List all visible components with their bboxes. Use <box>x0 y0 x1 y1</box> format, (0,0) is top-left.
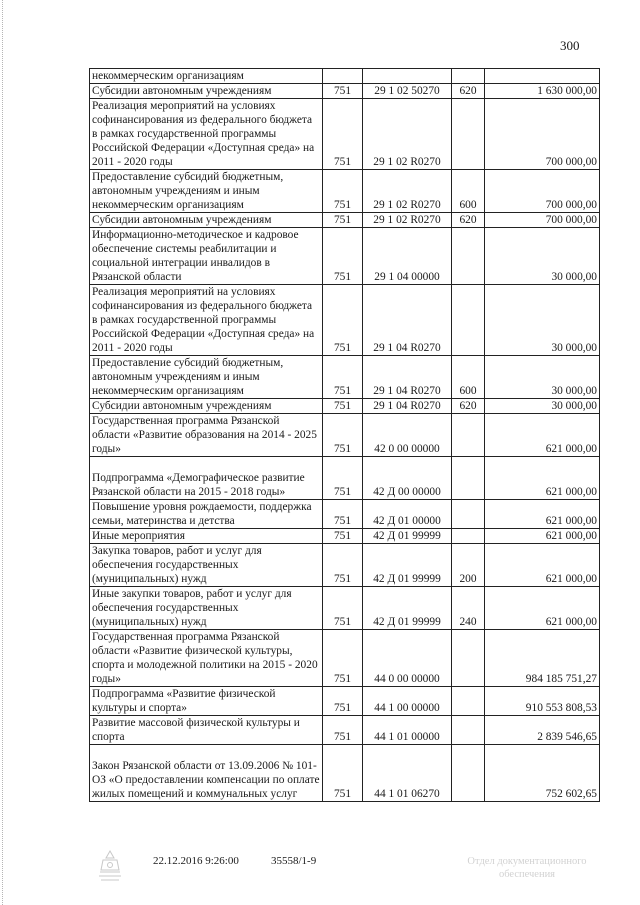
table-row <box>90 500 600 529</box>
row-expense-type-cell <box>452 228 485 285</box>
row-amount-cell: 700 000,00 <box>485 99 600 170</box>
row-target-article-cell: 44 1 01 00000 <box>363 716 452 745</box>
row-target-article-cell: 29 1 02 R0270 <box>363 170 452 213</box>
row-department-code-cell: 751 <box>323 745 363 802</box>
budget-table-body <box>90 69 600 802</box>
row-expense-type-cell <box>452 687 485 716</box>
table-row <box>90 356 600 399</box>
row-department-code-cell: 751 <box>323 687 363 716</box>
row-target-article-cell: 42 Д 01 99999 <box>363 587 452 630</box>
row-department-code-cell: 751 <box>323 170 363 213</box>
table-row <box>90 630 600 687</box>
table-row <box>90 457 600 500</box>
row-expense-type-cell <box>452 457 485 500</box>
emblem-icon <box>94 848 126 888</box>
row-amount-cell <box>485 69 600 84</box>
row-name-cell: Закон Рязанской области от 13.09.2006 № 101-ОЗ «О предоставлении компенсации по оплате жилых помещений и коммунальных услуг <box>90 745 323 802</box>
row-name-cell: Предоставление субсидий бюджетным, автономным учреждениям и иным некоммерческим организациям <box>90 170 323 213</box>
table-row <box>90 716 600 745</box>
row-target-article-cell: 44 1 00 00000 <box>363 687 452 716</box>
row-name-cell: некоммерческим организациям <box>90 69 323 84</box>
row-expense-type-cell <box>452 500 485 529</box>
row-name-cell: Закупка товаров, работ и услуг для обеспечения государственных (муниципальных) нужд <box>90 544 323 587</box>
left-margin-rule <box>2 0 3 905</box>
row-amount-cell: 910 553 808,53 <box>485 687 600 716</box>
row-department-code-cell: 751 <box>323 399 363 414</box>
row-target-article-cell: 29 1 04 R0270 <box>363 356 452 399</box>
row-department-code-cell: 751 <box>323 285 363 356</box>
row-expense-type-cell <box>452 529 485 544</box>
row-department-code-cell: 751 <box>323 716 363 745</box>
table-row <box>90 529 600 544</box>
row-name-cell: Подпрограмма «Развитие физической культуры и спорта» <box>90 687 323 716</box>
row-department-code-cell <box>323 69 363 84</box>
row-amount-cell: 30 000,00 <box>485 285 600 356</box>
row-department-code-cell: 751 <box>323 500 363 529</box>
table-row <box>90 228 600 285</box>
row-expense-type-cell: 620 <box>452 213 485 228</box>
row-expense-type-cell <box>452 69 485 84</box>
row-target-article-cell: 29 1 02 50270 <box>363 84 452 99</box>
row-department-code-cell: 751 <box>323 587 363 630</box>
row-target-article-cell: 44 0 00 00000 <box>363 630 452 687</box>
row-amount-cell: 984 185 751,27 <box>485 630 600 687</box>
row-name-cell: Субсидии автономным учреждениям <box>90 84 323 99</box>
row-amount-cell: 1 630 000,00 <box>485 84 600 99</box>
row-expense-type-cell <box>452 99 485 170</box>
row-amount-cell: 621 000,00 <box>485 529 600 544</box>
footer-date: 22.12.2016 9:26:00 <box>153 855 239 867</box>
row-target-article-cell: 42 0 00 00000 <box>363 414 452 457</box>
row-department-code-cell: 751 <box>323 228 363 285</box>
table-row <box>90 99 600 170</box>
row-expense-type-cell: 600 <box>452 356 485 399</box>
row-target-article-cell: 29 1 02 R0270 <box>363 99 452 170</box>
row-expense-type-cell <box>452 630 485 687</box>
row-target-article-cell: 42 Д 01 99999 <box>363 529 452 544</box>
page-number: 300 <box>560 38 580 53</box>
row-department-code-cell: 751 <box>323 213 363 228</box>
table-row <box>90 399 600 414</box>
table-row <box>90 687 600 716</box>
row-target-article-cell: 44 1 01 06270 <box>363 745 452 802</box>
row-department-code-cell: 751 <box>323 544 363 587</box>
row-amount-cell: 700 000,00 <box>485 213 600 228</box>
row-expense-type-cell <box>452 414 485 457</box>
row-target-article-cell: 29 1 04 00000 <box>363 228 452 285</box>
table-row <box>90 414 600 457</box>
row-amount-cell: 2 839 546,65 <box>485 716 600 745</box>
row-name-cell: Государственная программа Рязанской области «Развитие образования на 2014 - 2025 годы» <box>90 414 323 457</box>
row-name-cell: Субсидии автономным учреждениям <box>90 399 323 414</box>
row-name-cell: Повышение уровня рождаемости, поддержка семьи, материнства и детства <box>90 500 323 529</box>
row-expense-type-cell: 620 <box>452 84 485 99</box>
row-target-article-cell: 29 1 04 R0270 <box>363 399 452 414</box>
row-name-cell: Государственная программа Рязанской области «Развитие физической культуры, спорта и молодежной политики на 2015 - 2020 годы» <box>90 630 323 687</box>
row-department-code-cell: 751 <box>323 630 363 687</box>
row-target-article-cell: 42 Д 00 00000 <box>363 457 452 500</box>
row-amount-cell: 621 000,00 <box>485 414 600 457</box>
row-expense-type-cell: 240 <box>452 587 485 630</box>
row-department-code-cell: 751 <box>323 414 363 457</box>
footer-document-number: 35558/1-9 <box>271 855 317 867</box>
row-amount-cell: 621 000,00 <box>485 544 600 587</box>
row-amount-cell: 621 000,00 <box>485 457 600 500</box>
row-name-cell: Субсидии автономным учреждениям <box>90 213 323 228</box>
row-amount-cell: 30 000,00 <box>485 356 600 399</box>
stamp-line-1: Отдел документационного <box>467 856 587 867</box>
row-expense-type-cell <box>452 745 485 802</box>
row-name-cell: Реализация мероприятий на условиях софинансирования из федерального бюджета в рамках государственной программы Российской Федерации «Доступная среда» на 2011 - 2020 годы <box>90 285 323 356</box>
row-name-cell: Информационно-методическое и кадровое обеспечение системы реабилитации и социальной интеграции инвалидов в Рязанской области <box>90 228 323 285</box>
row-target-article-cell: 42 Д 01 99999 <box>363 544 452 587</box>
stamp-line-2: обеспечения <box>498 869 556 880</box>
table-row <box>90 84 600 99</box>
row-name-cell: Предоставление субсидий бюджетным, автономным учреждениям и иным некоммерческим организациям <box>90 356 323 399</box>
table-row <box>90 587 600 630</box>
table-row <box>90 745 600 802</box>
row-target-article-cell: 29 1 02 R0270 <box>363 213 452 228</box>
row-amount-cell: 30 000,00 <box>485 399 600 414</box>
row-expense-type-cell <box>452 716 485 745</box>
row-target-article-cell <box>363 69 452 84</box>
row-expense-type-cell: 200 <box>452 544 485 587</box>
table-row <box>90 213 600 228</box>
table-row <box>90 544 600 587</box>
table-row <box>90 285 600 356</box>
row-expense-type-cell: 620 <box>452 399 485 414</box>
row-amount-cell: 621 000,00 <box>485 587 600 630</box>
row-amount-cell: 700 000,00 <box>485 170 600 213</box>
row-department-code-cell: 751 <box>323 84 363 99</box>
row-name-cell: Подпрограмма «Демографическое развитие Рязанской области на 2015 - 2018 годы» <box>90 457 323 500</box>
row-department-code-cell: 751 <box>323 457 363 500</box>
row-name-cell: Развитие массовой физической культуры и спорта <box>90 716 323 745</box>
row-target-article-cell: 29 1 04 R0270 <box>363 285 452 356</box>
row-expense-type-cell: 600 <box>452 170 485 213</box>
row-name-cell: Реализация мероприятий на условиях софинансирования из федерального бюджета в рамках государственной программы Российской Федерации «Доступная среда» на 2011 - 2020 годы <box>90 99 323 170</box>
table-row <box>90 69 600 84</box>
budget-table <box>89 68 600 802</box>
table-row <box>90 170 600 213</box>
row-amount-cell: 752 602,65 <box>485 745 600 802</box>
row-name-cell: Иные закупки товаров, работ и услуг для обеспечения государственных (муниципальных) нужд <box>90 587 323 630</box>
department-stamp <box>452 855 602 881</box>
row-department-code-cell: 751 <box>323 529 363 544</box>
row-department-code-cell: 751 <box>323 356 363 399</box>
row-expense-type-cell <box>452 285 485 356</box>
row-amount-cell: 621 000,00 <box>485 500 600 529</box>
row-name-cell: Иные мероприятия <box>90 529 323 544</box>
row-department-code-cell: 751 <box>323 99 363 170</box>
row-target-article-cell: 42 Д 01 00000 <box>363 500 452 529</box>
row-amount-cell: 30 000,00 <box>485 228 600 285</box>
